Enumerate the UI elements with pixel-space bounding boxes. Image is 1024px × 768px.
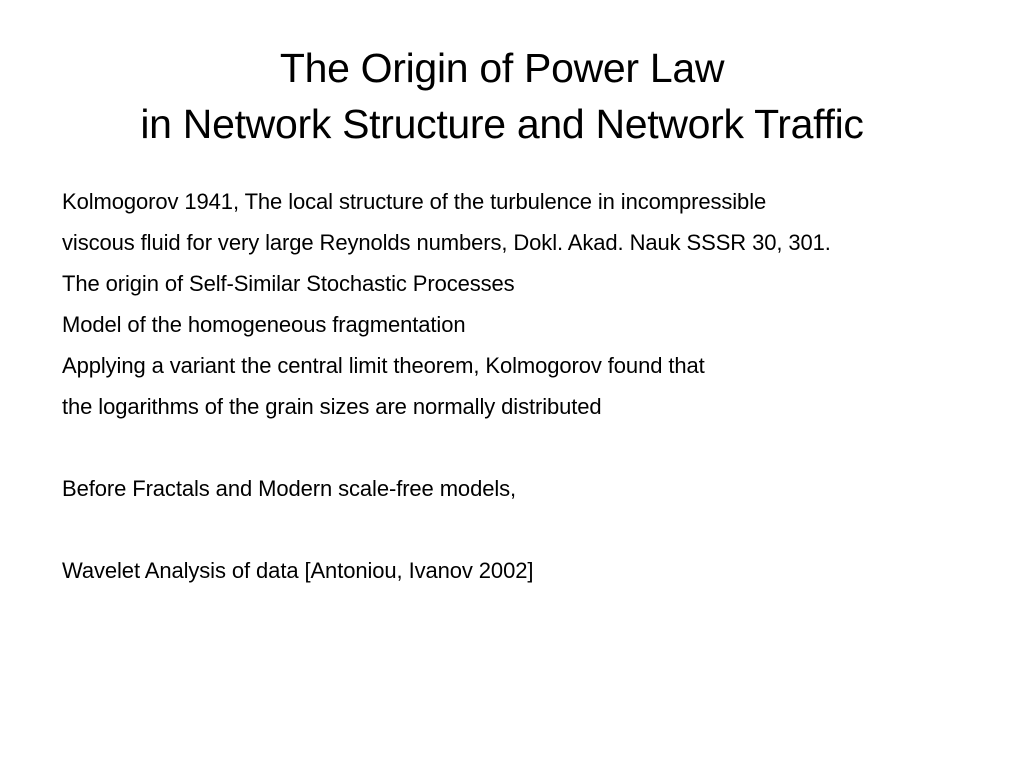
body-line: Kolmogorov 1941, The local structure of the turbulence in incompressible <box>62 189 767 214</box>
body-line: Applying a variant the central limit theorem, Kolmogorov found that <box>62 353 705 378</box>
body-line: Model of the homogeneous fragmentation <box>62 312 466 337</box>
body-blank-line <box>62 427 1002 468</box>
body-blank-line <box>62 509 1002 550</box>
slide-title-line-2: in Network Structure and Network Traffic <box>140 101 864 147</box>
slide-title-line-1: The Origin of Power Law <box>279 45 725 91</box>
body-line: Wavelet Analysis of data [Antoniou, Ivanov 2002] <box>62 558 534 583</box>
body-line: viscous fluid for very large Reynolds numbers, Dokl. Akad. Nauk SSSR 30, 301. <box>62 230 831 255</box>
body-line: the logarithms of the grain sizes are normally distributed <box>62 394 602 419</box>
body-line: Before Fractals and Modern scale-free models, <box>62 476 517 501</box>
slide-body <box>62 181 1002 591</box>
body-line: The origin of Self-Similar Stochastic Processes <box>62 271 515 296</box>
slide-title <box>0 40 1004 152</box>
